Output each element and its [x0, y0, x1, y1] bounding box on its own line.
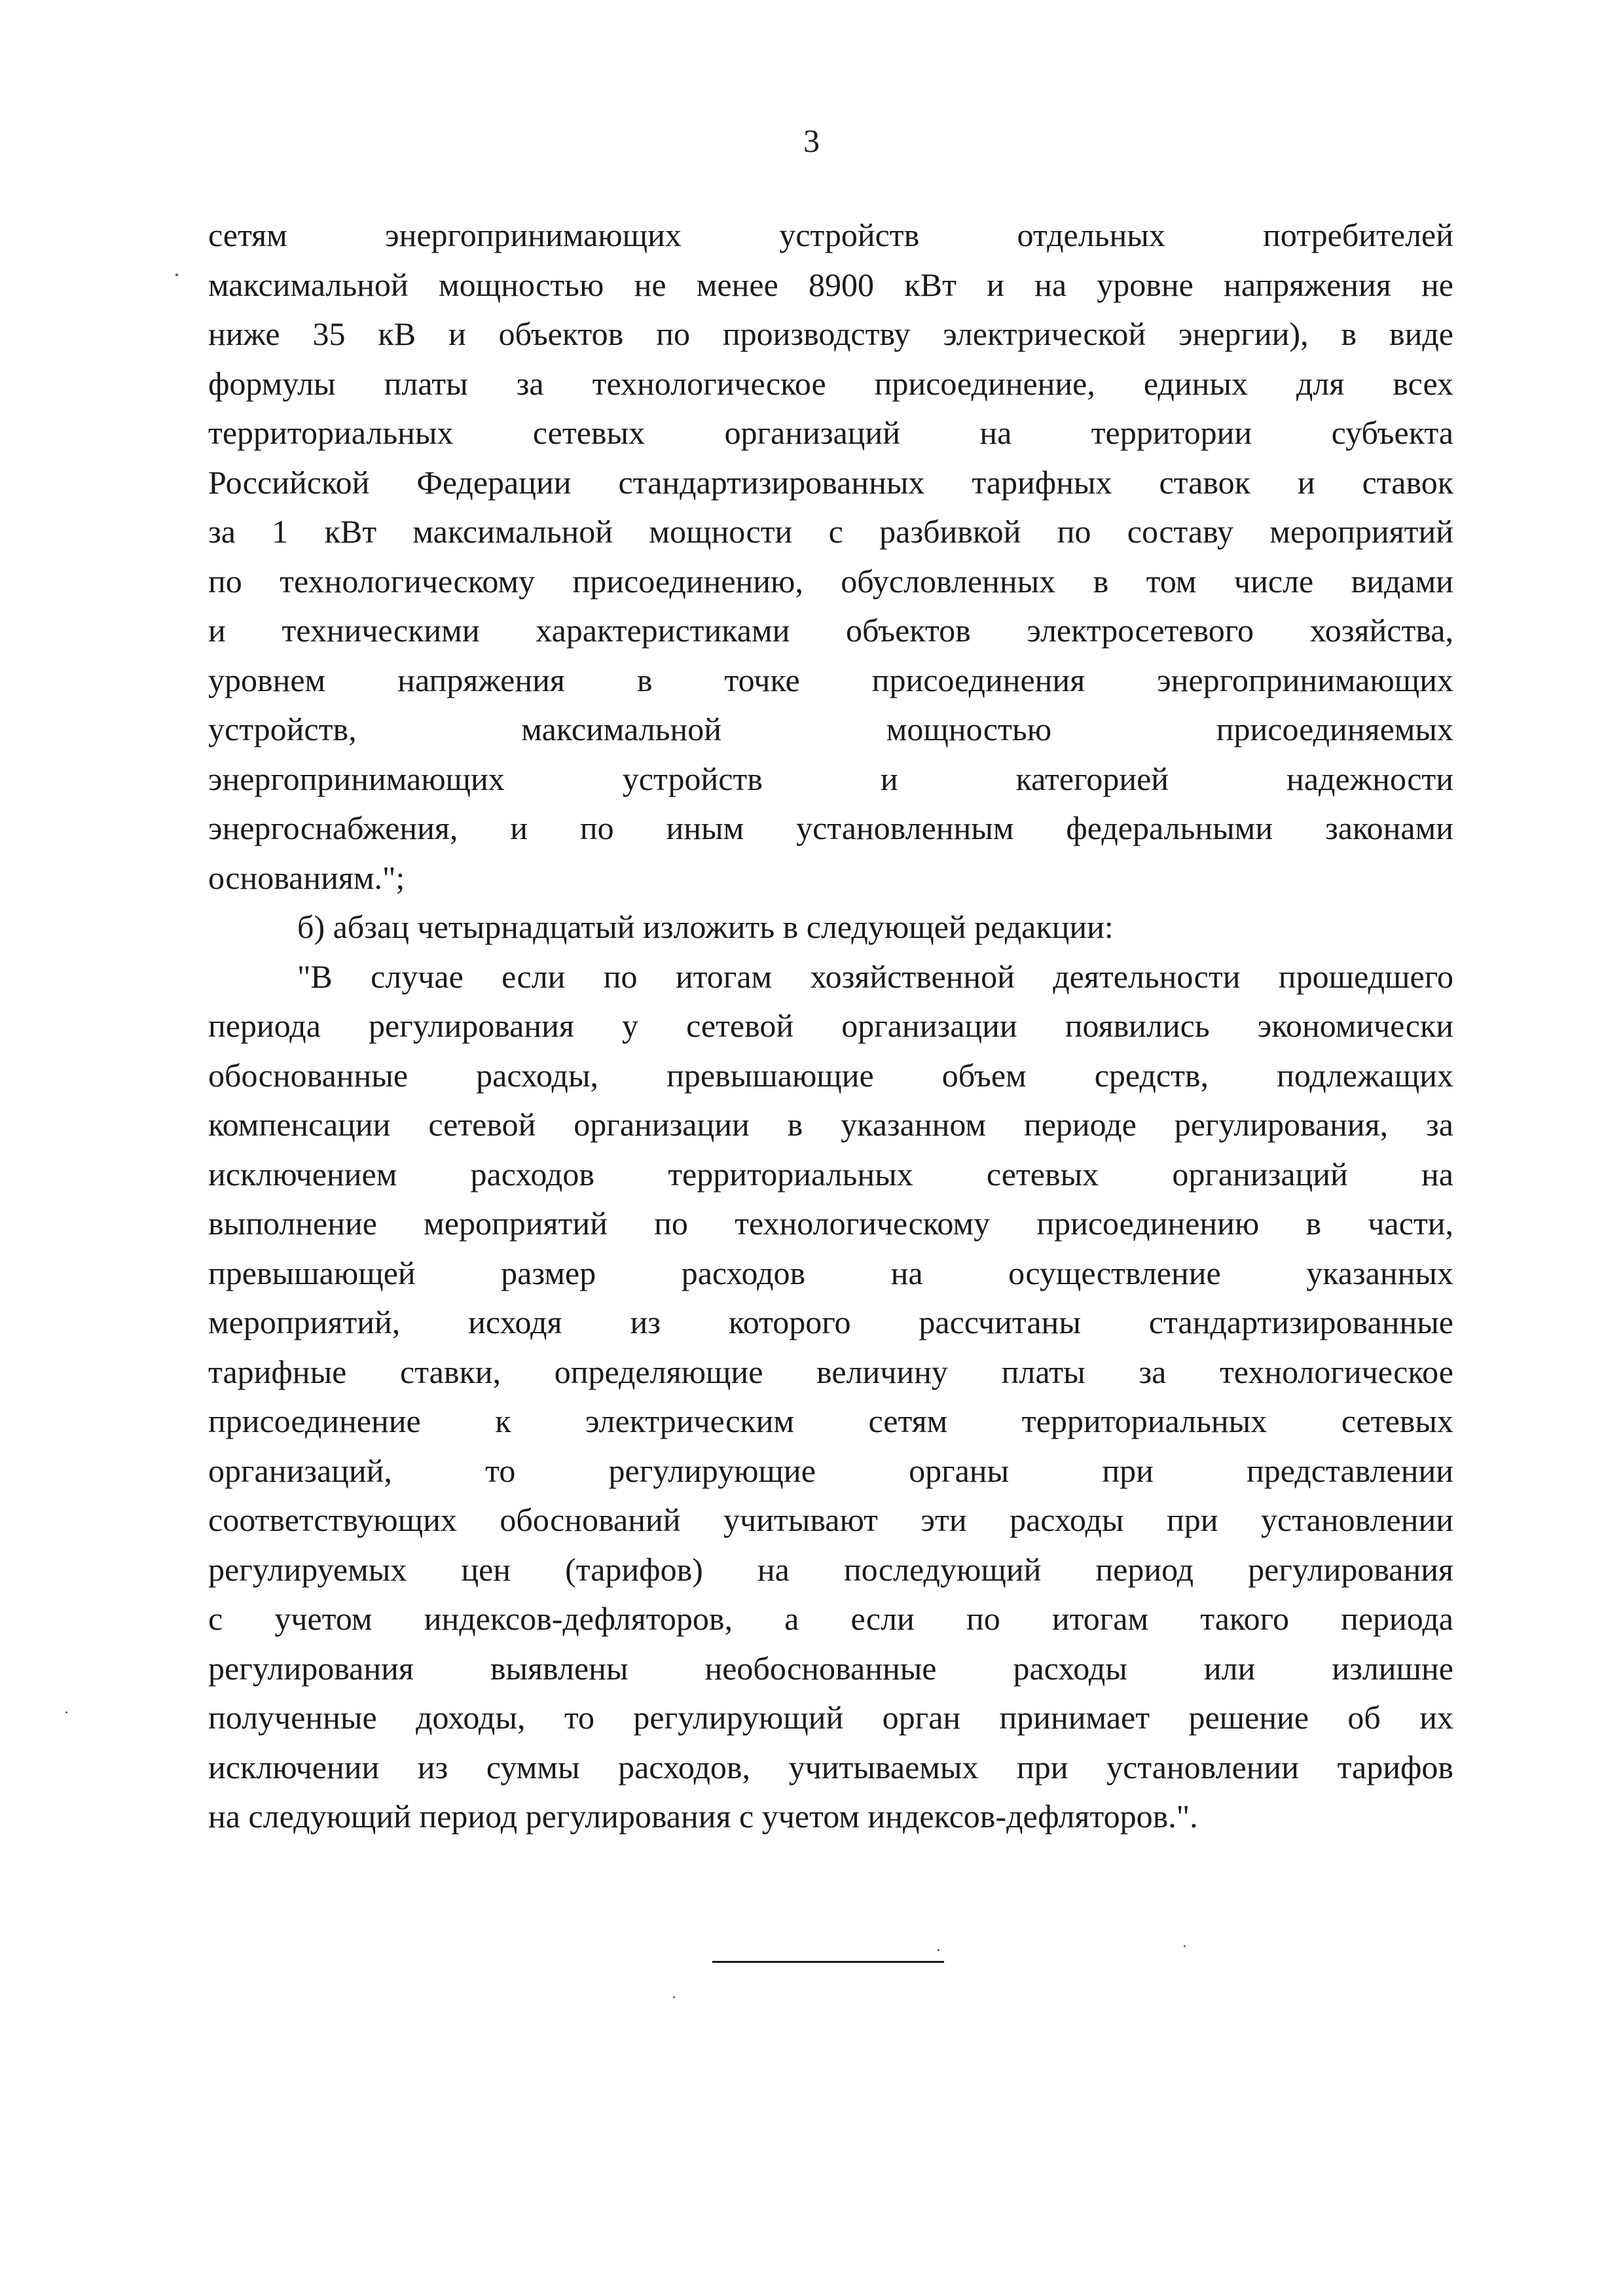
text-line: сетям энергопринимающих устройств отдельных потребителей — [208, 217, 1453, 253]
document-body — [208, 211, 1453, 1842]
paragraph-continuation — [208, 211, 1453, 903]
text-line: организаций, то регулирующие органы при представлении — [208, 1452, 1453, 1489]
scan-speck — [175, 274, 178, 276]
text-line: ниже 35 кВ и объектов по производству электрической энергии), в виде — [208, 315, 1453, 352]
scan-speck — [65, 1712, 67, 1713]
text-line: уровнем напряжения в точке присоединения энергопринимающих — [208, 661, 1453, 698]
text-line: соответствующих обоснований учитывают эти расходы при установлении — [208, 1501, 1453, 1538]
text-line: периода регулирования у сетевой организации появились экономически — [208, 1007, 1453, 1044]
text-line: присоединение к электрическим сетям территориальных сетевых — [208, 1403, 1453, 1439]
text-line: формулы платы за технологическое присоединение, единых для всех — [208, 365, 1453, 402]
text-line: исключением расходов территориальных сетевых организаций на — [208, 1155, 1453, 1193]
text-line: по технологическому присоединению, обусловленных в том числе видами — [208, 562, 1453, 600]
scan-speck — [1184, 1945, 1186, 1947]
text-line: обоснованные расходы, превышающие объем средств, подлежащих — [208, 1056, 1453, 1094]
text-line: за 1 кВт максимальной мощности с разбивкой по составу мероприятий — [208, 513, 1453, 550]
text-line: б) абзац четырнадцатый изложить в следующей редакции: — [297, 908, 1114, 945]
page-number: 3 — [803, 122, 820, 159]
text-line: мероприятий, исходя из которого рассчитаны стандартизированные — [208, 1304, 1453, 1340]
text-line: компенсации сетевой организации в указанном периоде регулирования, за — [208, 1106, 1453, 1143]
text-line: максимальной мощностью не менее 8900 кВт и на уровне напряжения не — [208, 266, 1453, 303]
text-line: энергопринимающих устройств и категорией надежности — [208, 760, 1453, 797]
scan-speck — [938, 1949, 939, 1951]
text-line: территориальных сетевых организаций на территории субъекта — [208, 414, 1453, 451]
text-line: "В случае если по итогам хозяйственной деятельности прошедшего — [297, 958, 1453, 995]
text-line: и техническими характеристиками объектов электросетевого хозяйства, — [208, 612, 1453, 649]
text-line: на следующий период регулирования с учетом индексов-дефляторов.". — [208, 1798, 1198, 1835]
text-line: исключении из суммы расходов, учитываемых при установлении тарифов — [208, 1748, 1453, 1785]
text-line: превышающей размер расходов на осуществление указанных — [208, 1254, 1453, 1291]
text-line: устройств, максимальной мощностью присоединяемых — [208, 711, 1453, 747]
text-line: регулирования выявлены необоснованные расходы или излишне — [208, 1649, 1453, 1687]
text-line: полученные доходы, то регулирующий орган принимает решение об их — [208, 1699, 1453, 1736]
text-line: тарифные ставки, определяющие величину платы за технологическое — [208, 1353, 1453, 1390]
text-line: энергоснабжения, и по иным установленным федеральными законами — [208, 810, 1453, 846]
closing-rule — [712, 1961, 944, 1963]
text-line: Российской Федерации стандартизированных тарифных ставок и ставок — [208, 463, 1453, 501]
text-line: с учетом индексов-дефляторов, а если по итогам такого периода — [208, 1600, 1453, 1637]
scan-speck — [673, 1996, 675, 1998]
text-line: регулируемых цен (тарифов) на последующий период регулирования — [208, 1551, 1453, 1588]
paragraph-amendment-text — [208, 952, 1453, 1842]
paragraph-amendment-instruction — [208, 903, 1453, 952]
text-line: выполнение мероприятий по технологическому присоединению в части, — [208, 1205, 1453, 1242]
text-line: основаниям."; — [208, 859, 405, 896]
